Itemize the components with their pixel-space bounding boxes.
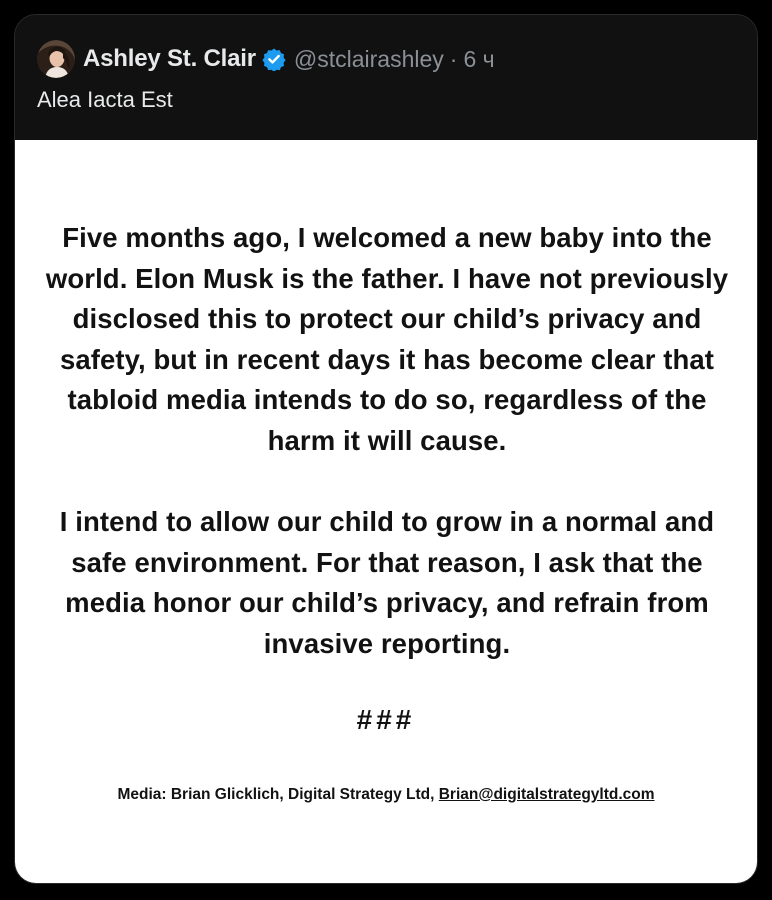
statement-paragraph-1: Five months ago, I welcomed a new baby into the world. Elon Musk is the father. I have not previously disclosed this to protect our child’s privacy and safety, but in recent days it has become clear that tabloid media intends to do so, regardless of the harm it will cause. [45, 222, 729, 456]
separator-dot: · [449, 45, 458, 72]
post-timestamp[interactable]: 6 ч [463, 45, 495, 72]
media-contact [15, 786, 757, 804]
verified-badge-icon [262, 47, 286, 71]
media-contact-label: Media: Brian Glicklich, Digital Strategy Ltd, [117, 786, 439, 803]
media-contact-email: Brian@digitalstrategyltd.com [438, 786, 655, 803]
post-header [15, 15, 757, 139]
author-handle[interactable]: @stclairashley [293, 45, 444, 72]
post-text: Alea Iacta Est [37, 87, 173, 112]
author-name[interactable]: Ashley St. Clair [83, 45, 256, 72]
end-marks: ### [356, 704, 416, 735]
attached-image[interactable] [15, 140, 757, 884]
post-card[interactable] [14, 14, 758, 884]
statement-paragraph-2: I intend to allow our child to grow in a normal and safe environment. For that reason, I ask that the media honor our child’s privacy, and refrain from invasive reporting. [59, 506, 715, 659]
author-row [37, 39, 495, 79]
avatar[interactable] [37, 40, 75, 78]
profile-photo-icon [37, 40, 75, 78]
